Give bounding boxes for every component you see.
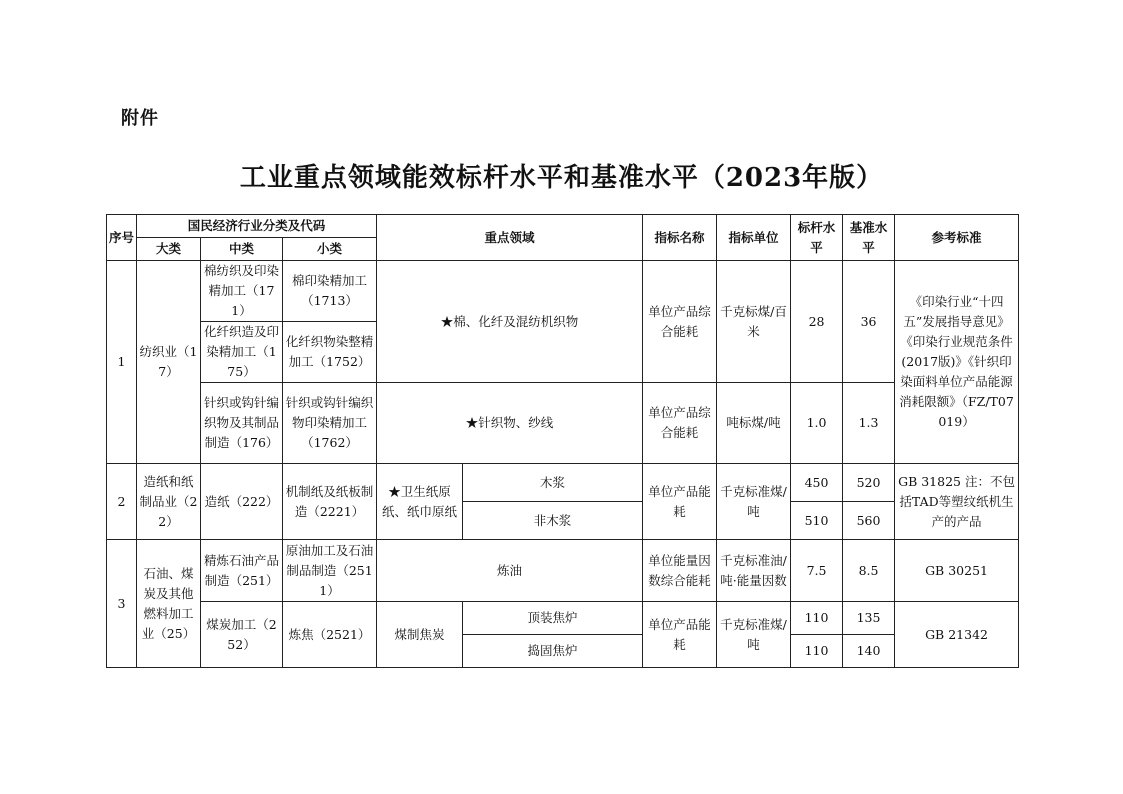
row2-benchmark-2: 510 — [791, 502, 843, 540]
row2-sub-nonwoodpulp: 非木浆 — [463, 502, 643, 540]
table-row — [107, 540, 1019, 602]
table-header-row — [107, 215, 1019, 238]
header-minor-category: 小类 — [283, 238, 377, 261]
table-row — [107, 261, 1019, 322]
row2-field: ★卫生纸原纸、纸巾原纸 — [377, 464, 463, 540]
row1c-field: ★针织物、纱线 — [377, 383, 643, 464]
table-row — [107, 602, 1019, 635]
header-industry-classification: 国民经济行业分类及代码 — [137, 215, 377, 238]
row1b-medium: 化纤织造及印染精加工（175） — [201, 322, 283, 383]
row3b-field: 煤制焦炭 — [377, 602, 463, 668]
row2-baseline-2: 560 — [843, 502, 895, 540]
row3b-sub-stamp-charging: 捣固焦炉 — [463, 635, 643, 668]
row2-major: 造纸和纸制品业（22） — [137, 464, 201, 540]
row3a-field: 炼油 — [377, 540, 643, 602]
row1-seq: 1 — [107, 261, 137, 464]
row1a-field: ★棉、化纤及混纺机织物 — [377, 261, 643, 383]
row3-seq: 3 — [107, 540, 137, 668]
row2-indicator-name: 单位产品能耗 — [643, 464, 717, 540]
header-major-category: 大类 — [137, 238, 201, 261]
row1c-minor: 针织或钩针编织物印染精加工（1762） — [283, 383, 377, 464]
row3b-baseline-1: 135 — [843, 602, 895, 635]
header-benchmark: 标杆水平 — [791, 215, 843, 261]
row3a-indicator-unit: 千克标准油/吨·能量因数 — [717, 540, 791, 602]
row3-major: 石油、煤炭及其他燃料加工业（25） — [137, 540, 201, 668]
row1c-indicator-name: 单位产品综合能耗 — [643, 383, 717, 464]
row1a-indicator-name: 单位产品综合能耗 — [643, 261, 717, 383]
page-title: 工业重点领域能效标杆水平和基准水平（2023年版） — [239, 163, 884, 193]
row1c-benchmark: 1.0 — [791, 383, 843, 464]
row3b-benchmark-2: 110 — [791, 635, 843, 668]
row1c-indicator-unit: 吨标煤/吨 — [717, 383, 791, 464]
row3b-minor: 炼焦（2521） — [283, 602, 377, 668]
header-medium-category: 中类 — [201, 238, 283, 261]
row3b-reference: GB 21342 — [895, 602, 1019, 668]
row3b-indicator-name: 单位产品能耗 — [643, 602, 717, 668]
row2-benchmark-1: 450 — [791, 464, 843, 502]
row2-baseline-1: 520 — [843, 464, 895, 502]
row3b-medium: 煤炭加工（252） — [201, 602, 283, 668]
attachment-label: 附件 — [121, 108, 159, 129]
row2-minor: 机制纸及纸板制造（2221） — [283, 464, 377, 540]
row2-reference: GB 31825 注：不包括TAD等塑纹纸机生产的产品 — [895, 464, 1019, 540]
header-baseline: 基准水平 — [843, 215, 895, 261]
header-seq: 序号 — [107, 215, 137, 261]
row2-indicator-unit: 千克标准煤/吨 — [717, 464, 791, 540]
row1a-minor: 棉印染精加工（1713） — [283, 261, 377, 322]
table-row — [107, 383, 1019, 464]
row1-reference: 《印染行业“十四五”发展指导意见》《印染行业规范条件(2017版)》《针织印染面料单位产品能源消耗限额》（FZ/T07019） — [895, 261, 1019, 464]
header-key-field: 重点领域 — [377, 215, 643, 261]
row1c-medium: 针织或钩针编织物及其制品制造（176） — [201, 383, 283, 464]
row3b-baseline-2: 140 — [843, 635, 895, 668]
row2-medium: 造纸（222） — [201, 464, 283, 540]
benchmark-table — [106, 214, 1019, 668]
row3b-benchmark-1: 110 — [791, 602, 843, 635]
row3b-sub-top-charging: 顶装焦炉 — [463, 602, 643, 635]
row1b-minor: 化纤织物染整精加工（1752） — [283, 322, 377, 383]
row3a-indicator-name: 单位能量因数综合能耗 — [643, 540, 717, 602]
row2-sub-woodpulp: 木浆 — [463, 464, 643, 502]
row1-major: 纺织业（17） — [137, 261, 201, 464]
row1a-medium: 棉纺织及印染精加工（171） — [201, 261, 283, 322]
header-reference: 参考标准 — [895, 215, 1019, 261]
row3a-reference: GB 30251 — [895, 540, 1019, 602]
row3a-medium: 精炼石油产品制造（251） — [201, 540, 283, 602]
row1a-indicator-unit: 千克标煤/百米 — [717, 261, 791, 383]
row3a-benchmark: 7.5 — [791, 540, 843, 602]
table-row — [107, 464, 1019, 502]
row1a-baseline: 36 — [843, 261, 895, 383]
header-indicator-unit: 指标单位 — [717, 215, 791, 261]
row3a-baseline: 8.5 — [843, 540, 895, 602]
row2-seq: 2 — [107, 464, 137, 540]
row1a-benchmark: 28 — [791, 261, 843, 383]
header-indicator-name: 指标名称 — [643, 215, 717, 261]
row3a-minor: 原油加工及石油制品制造（2511） — [283, 540, 377, 602]
row3b-indicator-unit: 千克标准煤/吨 — [717, 602, 791, 668]
row1c-baseline: 1.3 — [843, 383, 895, 464]
